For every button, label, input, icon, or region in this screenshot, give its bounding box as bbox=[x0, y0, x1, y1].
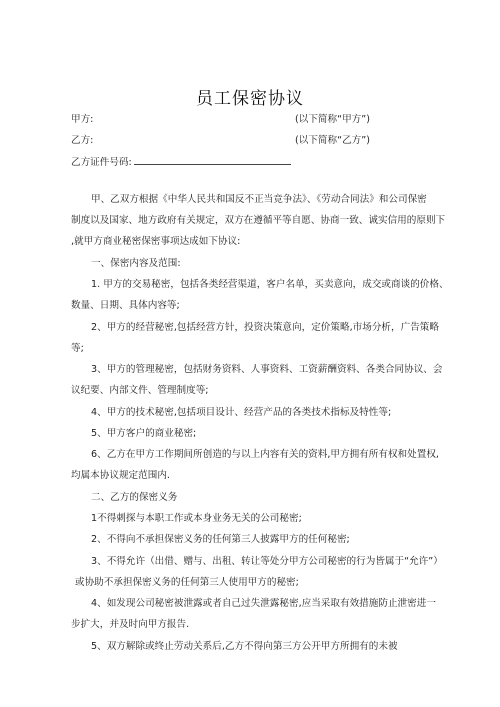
body-line: 均属本协议规定范围内. bbox=[71, 470, 170, 481]
body-line: 甲、乙双方根据《中华人民共和国反不正当竞争法》、《劳动合同法》和公司保密 bbox=[91, 194, 427, 205]
body-line: 4、如发现公司秘密被泄露或者自己过失泄露秘密,应当采取有效措施防止泄密进一 bbox=[91, 598, 436, 609]
body-line: 1. 甲方的交易秘密，包括各类经营渠道，客户名单，买卖意向，成交或商谈的价格、 bbox=[91, 279, 449, 290]
body-line: 议纪要、内部文件、管理制度等; bbox=[71, 385, 209, 396]
body-line: 等; bbox=[71, 343, 84, 354]
section-heading: 一、保密内容及范围: bbox=[91, 258, 181, 269]
body-line: 3、不得允许（出借、赠与、出租、转让等处分甲方公司秘密的行为皆属于“允许”） bbox=[91, 556, 443, 567]
party-a-note: (以下简称“甲方”) bbox=[295, 114, 370, 125]
body-line: 4、甲方的技术秘密,包括项目设计、经营产品的各类技术指标及特性等; bbox=[91, 407, 392, 418]
body-line: 步扩大，并及时向甲方报告. bbox=[71, 619, 190, 630]
body-line: 3、甲方的管理秘密，包括财务资料、人事资料、工资薪酬资料、各类合同协议、会 bbox=[91, 364, 443, 375]
id-number-field bbox=[71, 155, 291, 169]
body-line: 2、甲方的经营秘密,包括经营方针，投资决策意向，定价策略,市场分析，广告策略 bbox=[91, 322, 439, 333]
party-a-label: 甲方: bbox=[71, 114, 94, 125]
section-heading: 二、乙方的保密义务 bbox=[91, 492, 178, 503]
body-line: 或协助不承担保密义务的任何第三人使用甲方的秘密; bbox=[75, 577, 299, 588]
body-line: 制度以及国家、地方政府有关规定，双方在遵循平等自愿、协商一致、诚实信用的原则下 bbox=[71, 215, 446, 226]
body-line: 5、双方解除或终止劳动关系后,乙方不得向第三方公开甲方所拥有的未被 bbox=[91, 641, 398, 652]
body-line: 6、乙方在甲方工作期间所创造的与以上内容有关的资料,甲方拥有所有权和处置权, bbox=[91, 449, 439, 460]
party-b-label: 乙方: bbox=[71, 135, 94, 146]
body-line: 1不得刺探与本职工作或本身业务无关的公司秘密; bbox=[91, 513, 302, 524]
body-line: 数量、日期、具体内容等; bbox=[71, 300, 180, 311]
body-line: 2、不得向不承担保密义务的任何第三人披露甲方的任何秘密; bbox=[91, 534, 350, 545]
body-line: 5、甲方客户的商业秘密; bbox=[91, 428, 197, 439]
document-title: 员工保密协议 bbox=[196, 89, 304, 109]
party-b-note: (以下简称“乙方”) bbox=[295, 135, 370, 146]
body-line: ,就甲方商业秘密保密事项达成如下协议: bbox=[71, 236, 241, 247]
id-number-label: 乙方证件号码: bbox=[71, 157, 132, 168]
id-number-blank bbox=[134, 155, 291, 165]
